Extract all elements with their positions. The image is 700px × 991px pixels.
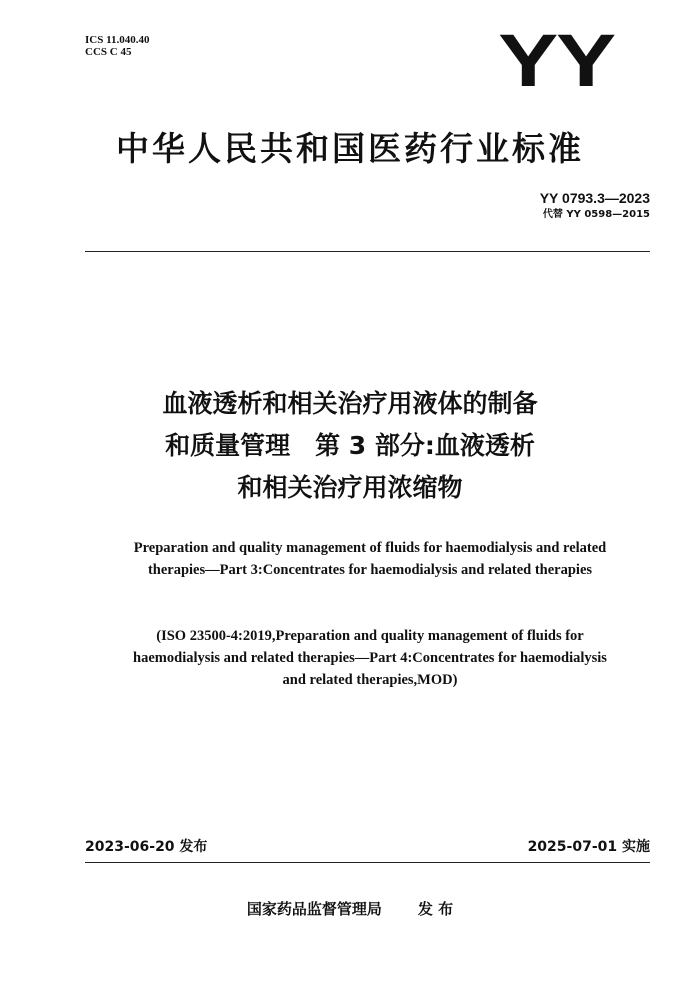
ics-code: ICS 11.040.40: [85, 34, 150, 46]
chinese-title-line-2: 和质量管理 第 3 部分:血液透析: [165, 431, 535, 460]
footer-divider: [85, 862, 650, 863]
english-title-line-2: therapies—Part 3:Concentrates for haemodialysis and related therapies: [147, 562, 593, 578]
issuer-name: 国家药品监督管理局: [246, 900, 382, 918]
iso-reference-line-1: (ISO 23500-4:2019,Preparation and quality management of fluids for: [156, 628, 584, 644]
english-title-line-1: Preparation and quality management of fluids for haemodialysis and related: [133, 540, 607, 556]
implementation-date: 2025-07-01 实施: [527, 839, 650, 855]
yy-logo: YY: [498, 19, 614, 102]
chinese-title-line-1: 血液透析和相关治疗用液体的制备: [162, 389, 538, 418]
chinese-title: [0, 383, 700, 509]
header-divider: [85, 251, 650, 252]
issuer: [0, 899, 700, 919]
replaced-standard: 代替 YY 0598—2015: [542, 209, 650, 220]
chinese-title-line-3: 和相关治疗用浓缩物: [237, 473, 463, 502]
english-title: [80, 537, 660, 581]
iso-reference-line-2: haemodialysis and related therapies—Part 4:Concentrates for haemodialysis: [133, 650, 607, 666]
standard-number: YY 0793.3—2023: [539, 190, 650, 206]
classification-codes: [85, 34, 150, 58]
issuer-action: 发 布: [417, 900, 454, 918]
ccs-code: CCS C 45: [85, 46, 132, 58]
document-category-title: 中华人民共和国医药行业标准: [116, 129, 584, 168]
iso-reference: [80, 625, 660, 691]
iso-reference-line-3: and related therapies,MOD): [282, 672, 458, 688]
publish-date: 2023-06-20 发布: [85, 839, 208, 855]
